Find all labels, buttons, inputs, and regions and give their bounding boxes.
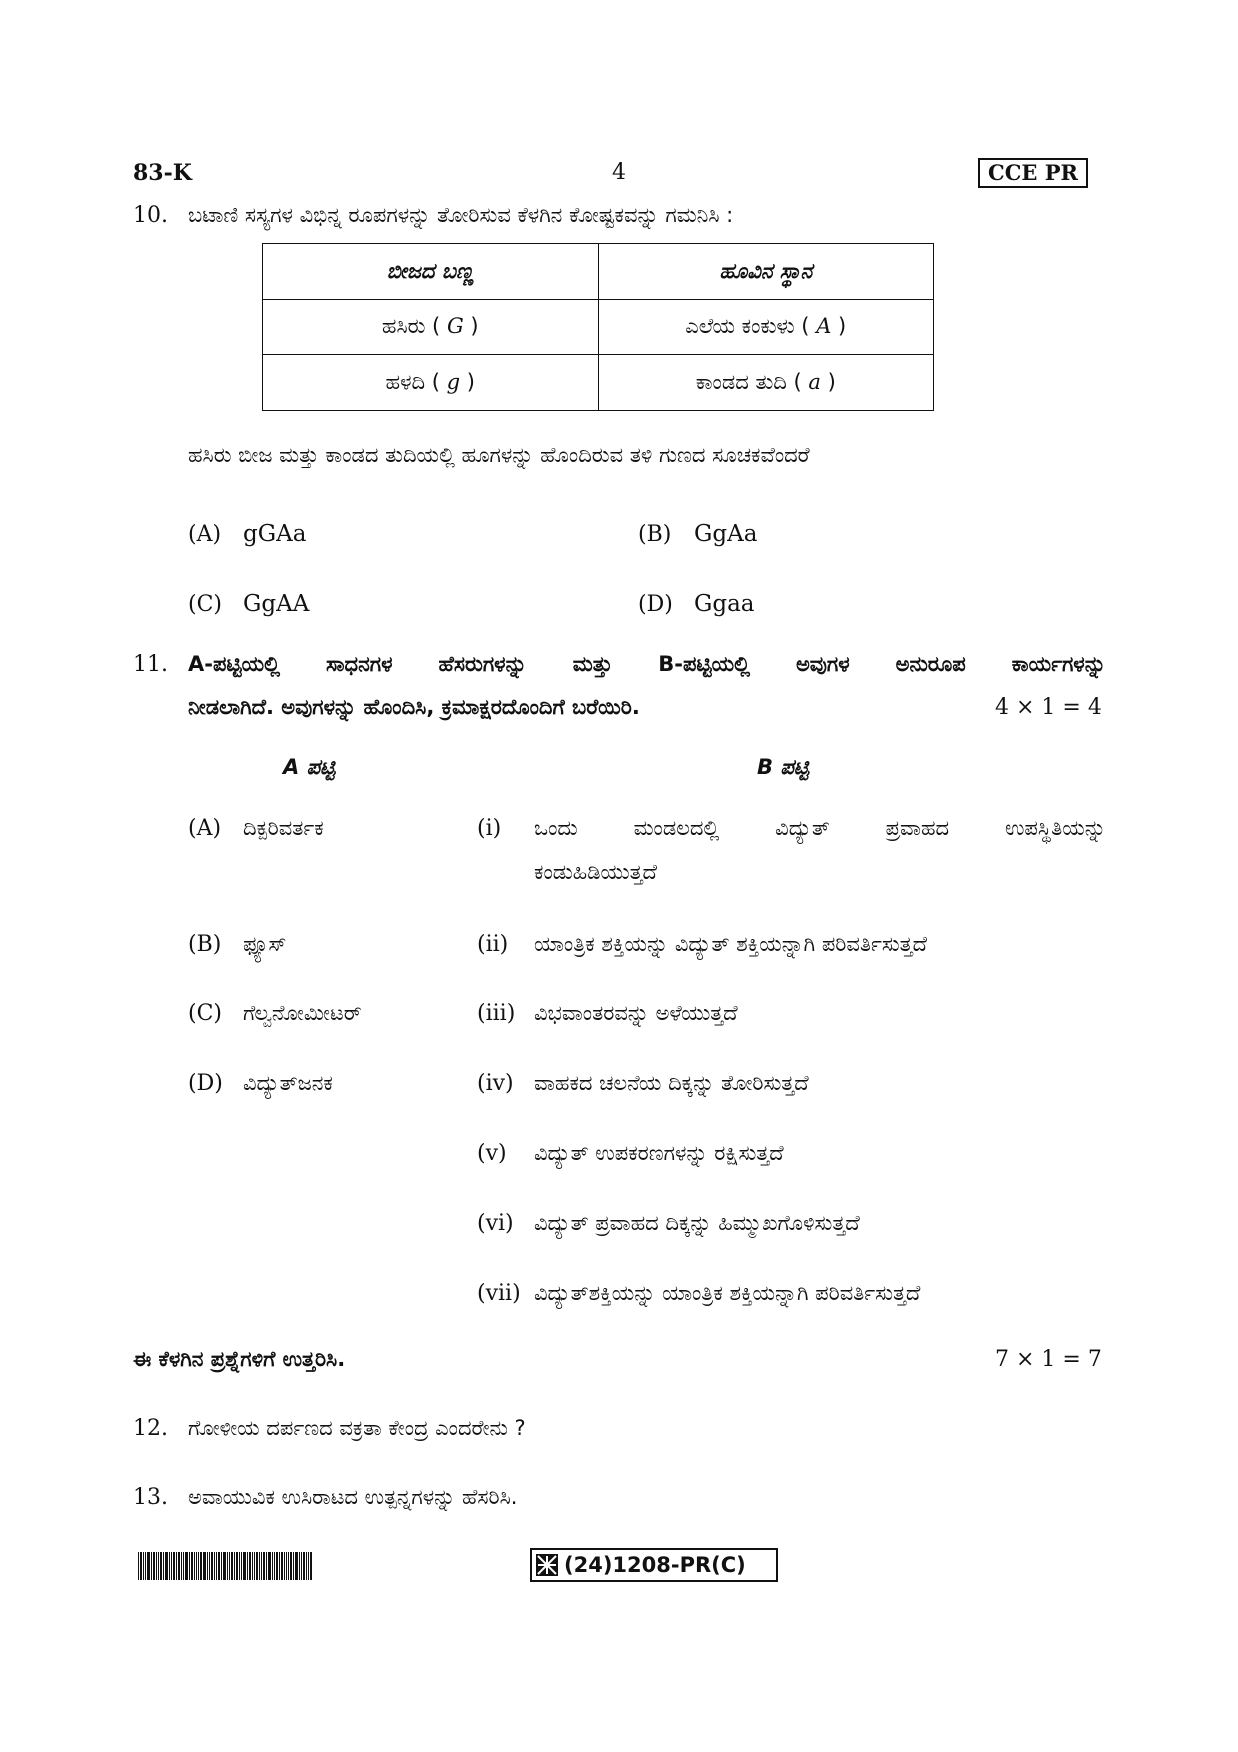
barcode-bar [171,1552,172,1580]
barcode-bar [241,1552,242,1580]
barcode-bar [306,1552,307,1580]
table-row [263,299,934,355]
list-a-item-label: (A) [188,816,222,841]
question-10-text: ಬಟಾಣಿ ಸಸ್ಯಗಳ ವಿಭಿನ್ನ ರೂಪಗಳನ್ನು ತೋರಿಸುವ ಕೆಳಗಿನ ಕೋಷ್ಟಕವನ್ನು ಗಮನಿಸಿ : [188,203,734,227]
list-b-item: ವಿಭವಾಂತರವನ್ನು ಅಳೆಯುತ್ತದೆ [534,1001,738,1025]
barcode-bar [227,1552,228,1580]
section-marks: 7 × 1 = 7 [995,1347,1102,1372]
barcode-bar [239,1552,240,1580]
barcode-bar [158,1552,159,1580]
list-a-item: ಫ್ಯೂಸ್ [243,932,287,956]
pea-traits-table [262,243,934,411]
question-13-number: 13. [133,1485,168,1510]
barcode-bar [173,1552,175,1580]
barcode-bar [288,1552,289,1580]
barcode-bar [272,1552,273,1580]
table-header-flower-position: ಹೂವಿನ ಸ್ಥಾನ [598,244,934,300]
option-b-label: (B) [638,522,672,547]
barcode-bar [249,1552,251,1580]
barcode-bar [151,1552,152,1580]
option-a-text: gGAa [243,521,307,547]
barcode-bar [231,1552,233,1580]
barcode-bar [183,1552,184,1580]
barcode-bar [301,1552,302,1580]
list-a-item: ವಿದ್ಯುತ್‌ಜನಕ [243,1071,333,1095]
barcode-bar [200,1552,202,1580]
barcode-bar [198,1552,199,1580]
option-c-label: (C) [188,592,222,617]
list-b-item-continued: ಕಂಡುಹಿಡಿಯುತ್ತದೆ [534,860,657,884]
barcode-bar [286,1552,287,1580]
list-a-item: ಗೆಲ್ವನೋಮೀಟರ್ [243,1001,362,1025]
barcode-bar [156,1552,157,1580]
table-cell: ಎಲೆಯ ಕಂಕುಳು ( A ) [598,299,934,355]
series-badge: CCE PR [978,158,1088,188]
barcode-bar [178,1552,180,1580]
barcode-bar [279,1552,280,1580]
barcode-bar [263,1552,265,1580]
list-a-item: ದಿಕ್ಪರಿವರ್ತಕ [243,816,324,840]
barcode-bar [236,1552,238,1580]
list-b-item: ವಿದ್ಯುತ್ ಉಪಕರಣಗಳನ್ನು ರಕ್ಷಿಸುತ್ತದೆ [534,1141,784,1165]
barcode-bar [268,1552,271,1580]
barcode-bar [221,1552,222,1580]
list-a-item-label: (B) [188,932,222,957]
barcode-bar [203,1552,206,1580]
list-b-item-label: (vii) [477,1281,521,1306]
question-11-line-1: A-ಪಟ್ಟಿಯಲ್ಲಿ ಸಾಧನಗಳ ಹೆಸರುಗಳನ್ನು ಮತ್ತು B-ಪಟ್ಟಿಯಲ್ಲಿ ಅವುಗಳ ಅನುರೂಪ ಕಾರ್ಯಗಳನ್ನು [188,652,1106,676]
barcode-bar [274,1552,275,1580]
barcode-bar [303,1552,305,1580]
question-11-number: 11. [133,652,168,677]
barcode-bar [140,1552,142,1580]
barcode-bar [191,1552,193,1580]
table-row [263,355,934,411]
barcode-bar [207,1552,208,1580]
barcode-bar [143,1552,144,1580]
barcode-bar [252,1552,253,1580]
list-b-item: ವಾಹಕದ ಚಲನೆಯ ದಿಕ್ಕನ್ನು ತೋರಿಸುತ್ತದೆ [534,1071,809,1095]
logo-icon [536,1554,558,1576]
barcode-bar [254,1552,255,1580]
barcode-bar [169,1552,170,1580]
barcode-bar [247,1552,248,1580]
barcode-bar [295,1552,298,1580]
barcode-bar [176,1552,177,1580]
question-10-prompt: ಹಸಿರು ಬೀಜ ಮತ್ತು ಕಾಂಡದ ತುದಿಯಲ್ಲಿ ಹೂಗಳನ್ನು ಹೊಂದಿರುವ ತಳಿ ಗುಣದ ಸೂಚಕವೆಂದರೆ [188,443,810,467]
barcode-bar [229,1552,230,1580]
barcode-bar [256,1552,258,1580]
barcode-bar [261,1552,262,1580]
table-header-seed-colour: ಬೀಜದ ಬಣ್ಣ [263,244,599,300]
table-cell: ಹಸಿರು ( G ) [263,299,599,355]
barcode-bar [189,1552,190,1580]
option-a-label: (A) [188,522,222,547]
list-b-item: ಯಾಂತ್ರಿಕ ಶಕ್ತಿಯನ್ನು ವಿದ್ಯುತ್ ಶಕ್ತಿಯನ್ನಾಗಿ ಪರಿವರ್ತಿಸುತ್ತದೆ [534,932,928,956]
section-instruction: ಈ ಕೆಳಗಿನ ಪ್ರಶ್ನೆಗಳಿಗೆ ಉತ್ತರಿಸಿ. [133,1347,346,1371]
list-b-item-label: (iii) [477,1001,516,1026]
barcode-bar [259,1552,260,1580]
barcode-bar [165,1552,168,1580]
barcode [138,1552,370,1580]
table-cell: ಹಳದಿ ( g ) [263,355,599,411]
list-b-item: ವಿದ್ಯುತ್ ಪ್ರವಾಹದ ದಿಕ್ಕನ್ನು ಹಿಮ್ಮುಖಗೊಳಿಸುತ್ತದೆ [534,1211,860,1235]
barcode-bar [194,1552,195,1580]
list-b-item-label: (v) [477,1141,507,1166]
barcode-bar [266,1552,267,1580]
column-b-title: B ಪಟ್ಟಿ [757,755,810,779]
page-number: 4 [612,160,626,185]
question-10-number: 10. [133,203,168,228]
barcode-bar [276,1552,278,1580]
list-b-item-label: (ii) [477,932,509,957]
question-13-text: ಅವಾಯುವಿಕ ಉಸಿರಾಟದ ಉತ್ಪನ್ನಗಳನ್ನು ಹೆಸರಿಸಿ. [188,1485,518,1509]
question-11-marks: 4 × 1 = 4 [995,695,1102,720]
paper-code: 83-K [133,160,192,186]
table-cell: ಕಾಂಡದ ತುದಿ ( a ) [598,355,934,411]
barcode-bar [223,1552,226,1580]
option-c-text: GgAA [243,591,310,617]
question-12-number: 12. [133,1416,168,1441]
barcode-bar [196,1552,197,1580]
footer-code-box [530,1548,778,1582]
barcode-bar [281,1552,283,1580]
barcode-bar [216,1552,217,1580]
list-b-item-label: (i) [477,816,502,841]
barcode-bar [138,1552,139,1580]
list-b-item-label: (vi) [477,1211,514,1236]
barcode-bar [243,1552,246,1580]
barcode-bar [284,1552,285,1580]
list-b-item: ವಿದ್ಯುತ್‌ಶಕ್ತಿಯನ್ನು ಯಾಂತ್ರಿಕ ಶಕ್ತಿಯನ್ನಾಗಿ ಪರಿವರ್ತಿಸುತ್ತದೆ [534,1281,921,1305]
barcode-bar [185,1552,188,1580]
barcode-bar [163,1552,164,1580]
barcode-bar [218,1552,220,1580]
option-d-text: Ggaa [694,591,755,617]
barcode-bar [211,1552,213,1580]
barcode-bar [299,1552,300,1580]
column-a-title: A ಪಟ್ಟಿ [283,755,336,779]
barcode-bar [308,1552,309,1580]
question-11-line-2: ನೀಡಲಾಗಿದೆ. ಅವುಗಳನ್ನು ಹೊಂದಿಸಿ, ಕ್ರಮಾಕ್ಷರದೊಂದಿಗೆ ಬರೆಯಿರಿ. [188,695,640,719]
barcode-bar [147,1552,150,1580]
list-b-item-label: (iv) [477,1071,514,1096]
barcode-bar [145,1552,146,1580]
table-header-row [263,244,934,300]
barcode-bar [234,1552,235,1580]
list-a-item-label: (D) [188,1071,223,1096]
barcode-bar [153,1552,155,1580]
barcode-bar [214,1552,215,1580]
list-b-item: ಒಂದು ಮಂಡಲದಲ್ಲಿ ವಿದ್ಯುತ್ ಪ್ರವಾಹದ ಉಪಸ್ಥಿತಿಯನ್ನು [534,816,1106,840]
barcode-bar [160,1552,162,1580]
option-d-label: (D) [638,592,673,617]
list-a-item-label: (C) [188,1001,222,1026]
barcode-bar [181,1552,182,1580]
option-b-text: GgAa [694,521,758,547]
question-12-text: ಗೋಳೀಯ ದರ್ಪಣದ ವಕ್ರತಾ ಕೇಂದ್ರ ಎಂದರೇನು ? [188,1416,526,1440]
barcode-bar [209,1552,210,1580]
barcode-bar [290,1552,292,1580]
barcode-bar [293,1552,294,1580]
barcode-bar [310,1552,312,1580]
footer-code: (24)1208-PR(C) [564,1553,746,1577]
